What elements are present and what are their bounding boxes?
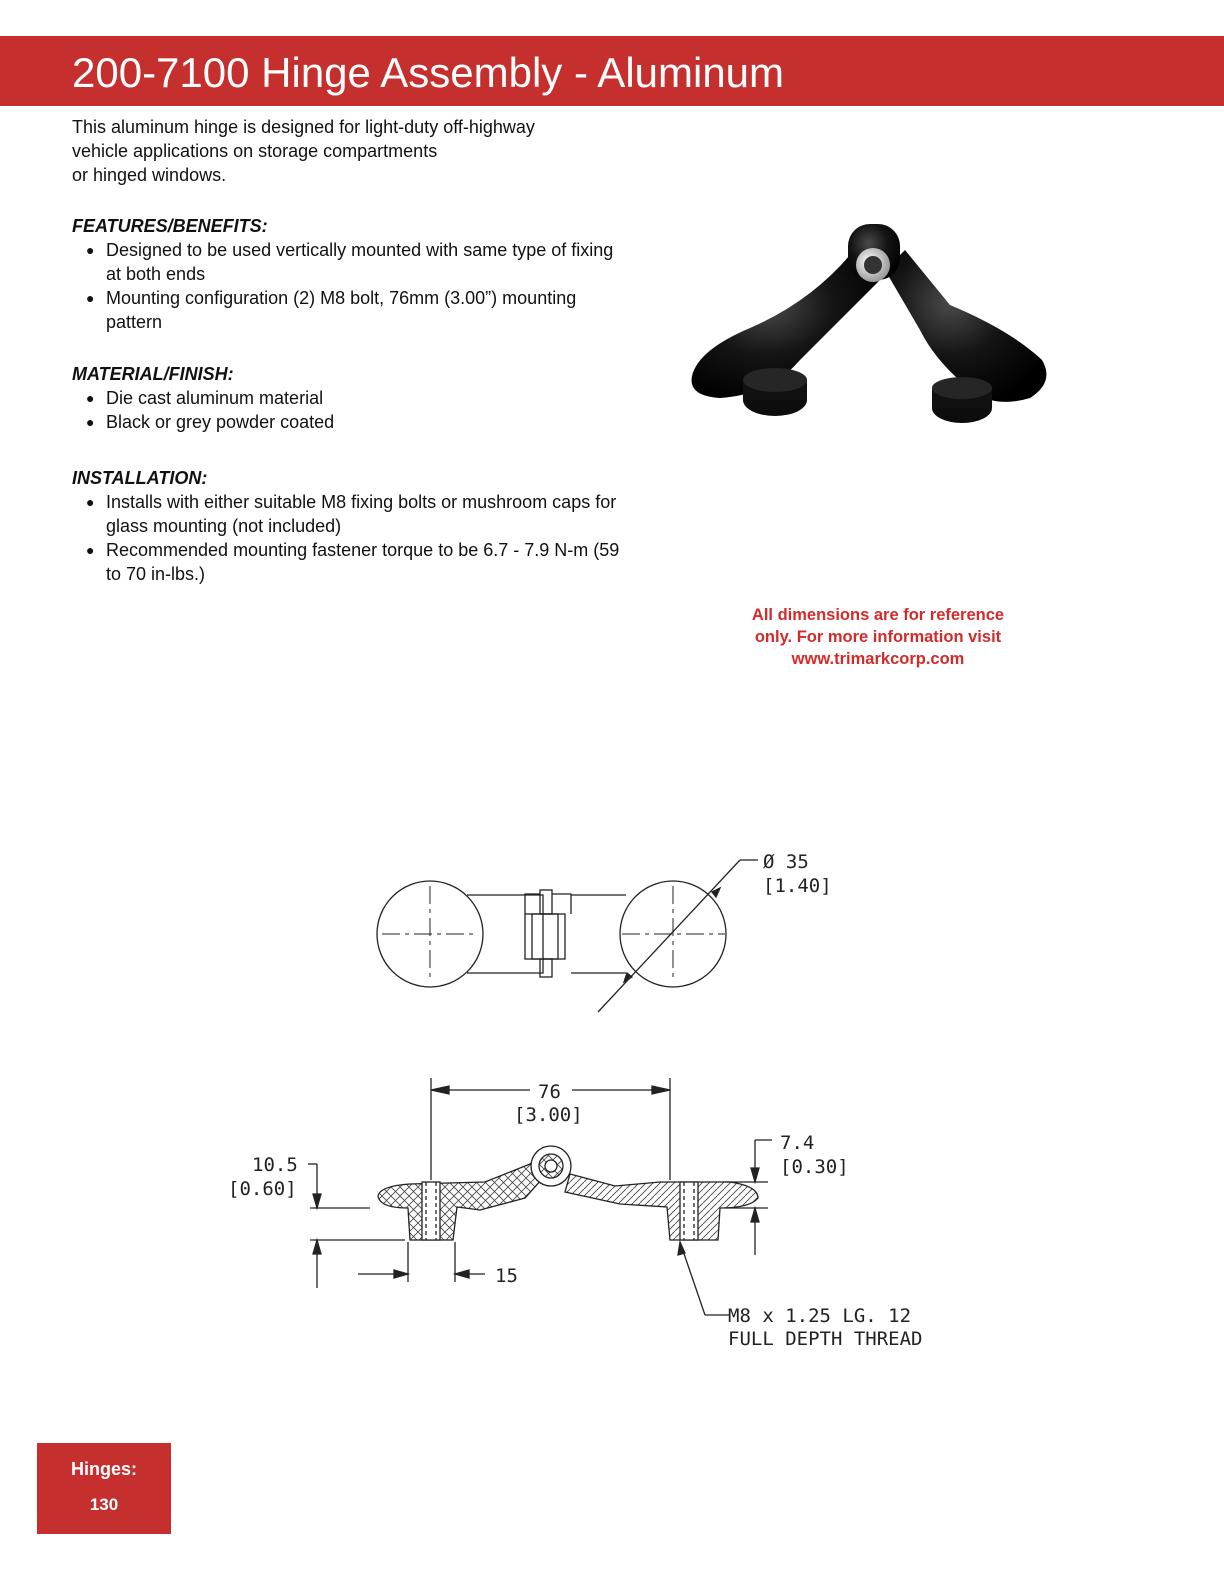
installation-heading: INSTALLATION: bbox=[72, 468, 208, 488]
height-mm-label: 10.5 bbox=[252, 1154, 298, 1176]
material-list bbox=[72, 386, 632, 434]
page-number: 130 bbox=[89, 1495, 119, 1514]
thread-spec-line2: FULL DEPTH THREAD bbox=[728, 1328, 923, 1350]
website-link[interactable]: www.trimarkcorp.com bbox=[791, 650, 965, 668]
features-list bbox=[72, 238, 632, 334]
list-item: ● Mounting configuration (2) M8 bolt, 76mm (3.00”) mounting pattern bbox=[72, 286, 632, 334]
hinge-product-photo bbox=[680, 210, 1060, 440]
list-item: ● Recommended mounting fastener torque to be 6.7 - 7.9 N-m (59 to 70 in-lbs.) bbox=[72, 538, 632, 586]
spacing-in-label: [3.00] bbox=[514, 1104, 583, 1126]
list-item: ● Designed to be used vertically mounted with same type of fixing at both ends bbox=[72, 238, 632, 286]
installation-list bbox=[72, 490, 632, 586]
footer-section-label: Hinges: bbox=[70, 1459, 137, 1479]
intro-text bbox=[72, 115, 632, 187]
top-view-drawing bbox=[360, 840, 860, 1020]
note-line: All dimensions are for reference bbox=[751, 606, 1005, 624]
material-heading: MATERIAL/FINISH: bbox=[72, 364, 234, 384]
intro-line: This aluminum hinge is designed for light-duty off-highway bbox=[72, 117, 535, 137]
list-item: ● Installs with either suitable M8 fixing bolts or mushroom caps for glass mounting (not included) bbox=[72, 490, 632, 538]
list-item: ● Die cast aluminum material bbox=[72, 386, 632, 410]
reference-note bbox=[718, 604, 1038, 670]
note-line: only. For more information visit bbox=[754, 628, 1002, 646]
offset-in-label: [0.30] bbox=[780, 1156, 849, 1178]
side-section-drawing bbox=[220, 1070, 960, 1360]
page-title: 200-7100 Hinge Assembly - Aluminum bbox=[72, 49, 785, 96]
spacing-mm-label: 76 bbox=[538, 1081, 561, 1103]
height-in-label: [0.60] bbox=[228, 1178, 297, 1200]
boss-width-label: 15 bbox=[495, 1265, 518, 1287]
diameter-in-label: [1.40] bbox=[763, 875, 832, 897]
intro-line: vehicle applications on storage compartments bbox=[72, 141, 438, 161]
offset-mm-label: 7.4 bbox=[780, 1132, 815, 1154]
features-heading: FEATURES/BENEFITS: bbox=[72, 216, 268, 236]
list-item: ● Black or grey powder coated bbox=[72, 410, 632, 434]
footer-section-tab bbox=[37, 1443, 171, 1534]
thread-spec-line1: M8 x 1.25 LG. 12 bbox=[728, 1305, 912, 1327]
diameter-mm-label: Ø 35 bbox=[763, 851, 809, 873]
intro-line: or hinged windows. bbox=[72, 165, 227, 185]
